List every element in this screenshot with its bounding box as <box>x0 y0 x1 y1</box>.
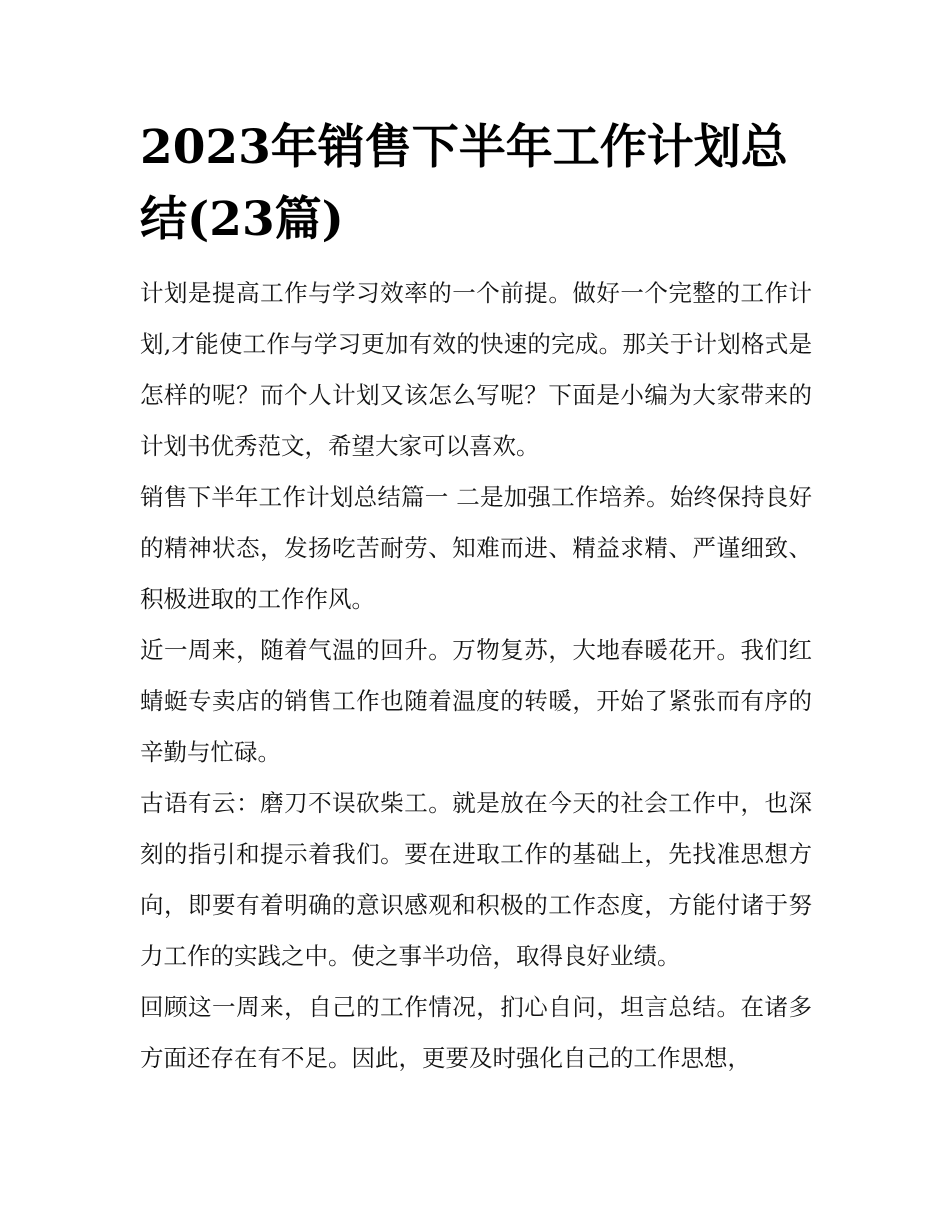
paragraph-review: 回顾这一周来，自己的工作情况，扪心自问，坦言总结。在诸多方面还存在有不足。因此，更要及时强化自己的工作思想， <box>140 993 812 1072</box>
paragraph-proverb: 古语有云：磨刀不误砍柴工。就是放在今天的社会工作中，也深刻的指引和提示着我们。要在进取工作的基础上，先找准思想方向，即要有着明确的意识感观和积极的工作态度，方能付诸于努力工作的实践之中。使之事半功倍，取得良好业绩。 <box>140 789 812 970</box>
document-title: 2023年销售下半年工作计划总结(23篇) <box>140 120 788 247</box>
paragraph-section-one: 销售下半年工作计划总结篇一 二是加强工作培养。始终保持良好的精神状态，发扬吃苦耐劳、知难而进、精益求精、严谨细致、积极进取的工作作风。 <box>140 483 812 613</box>
document-body <box>140 112 812 1084</box>
paragraph-intro: 计划是提高工作与学习效率的一个前提。做好一个完整的工作计划,才能使工作与学习更加有效的快速的完成。那关于计划格式是怎样的呢？而个人计划又该怎么写呢？下面是小编为大家带来的计划书优秀范文，希望大家可以喜欢。 <box>140 279 812 460</box>
paragraph-spring-sales: 近一周来，随着气温的回升。万物复苏，大地春暖花开。我们红蜻蜓专卖店的销售工作也随着温度的转暖，开始了紧张而有序的辛勤与忙碌。 <box>140 636 812 766</box>
